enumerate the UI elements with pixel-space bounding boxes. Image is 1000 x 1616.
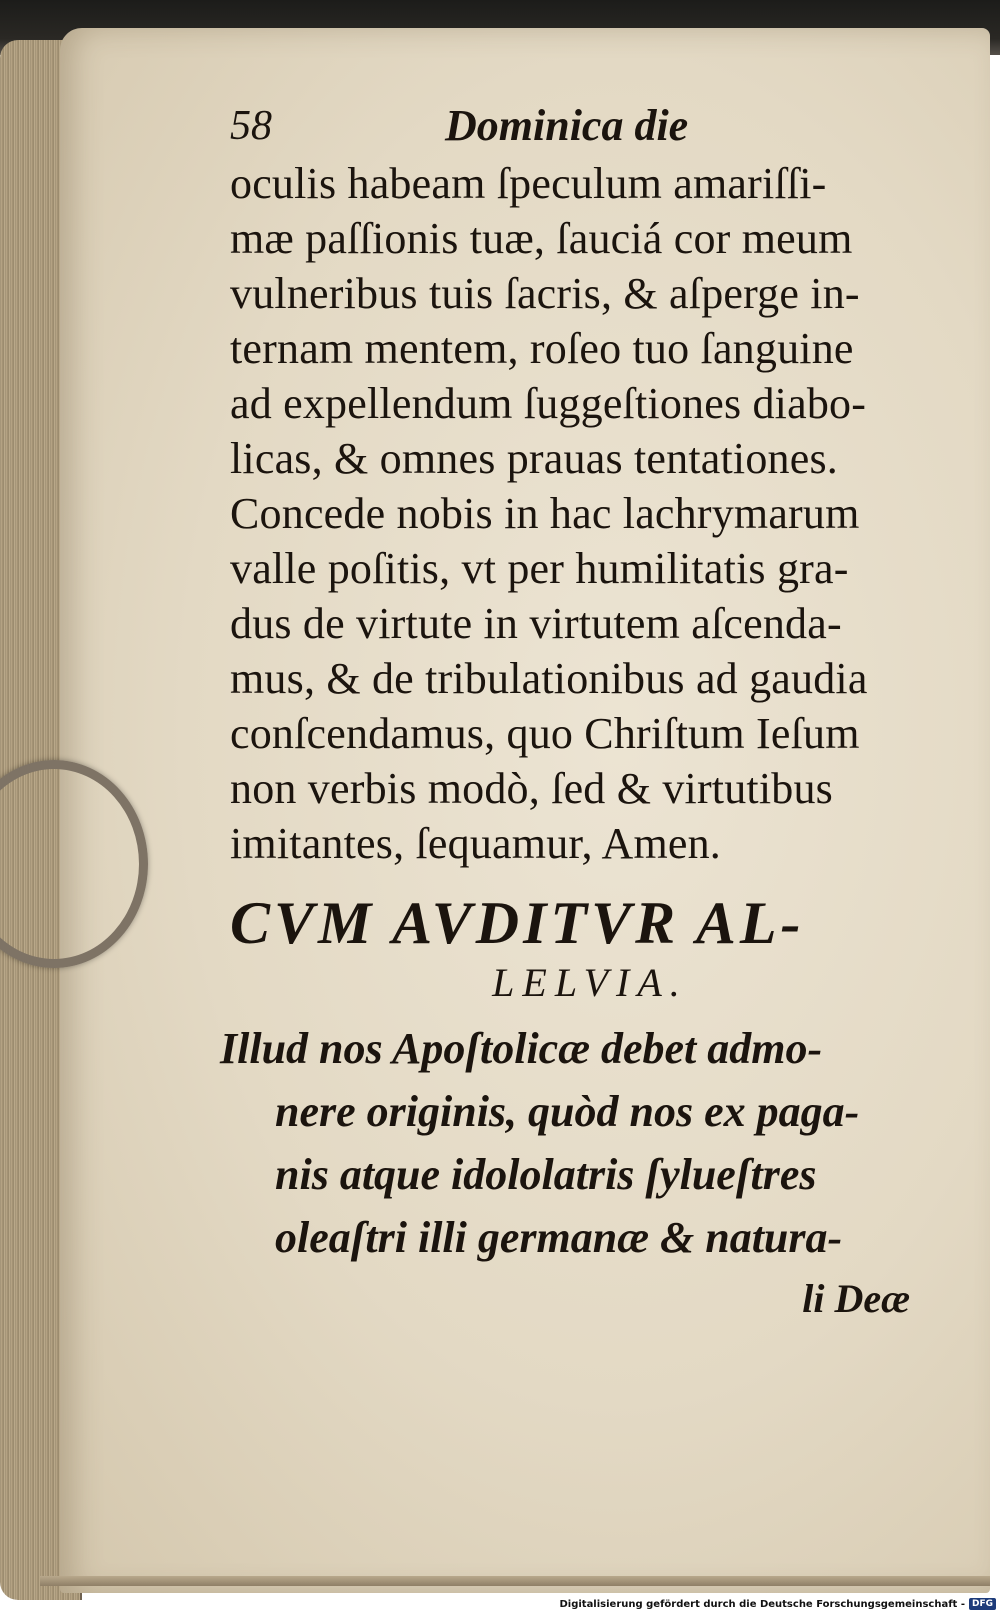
text-line: valle poſitis, vt per humilitatis gra-: [230, 544, 849, 593]
page-text: [220, 92, 930, 1329]
italic-line: nis atque idololatris ſylueſtres: [275, 1150, 817, 1199]
catchword: li Deæ: [802, 1276, 910, 1321]
italic-line: Illud nos Apoſtolicæ debet admo-: [220, 1024, 823, 1073]
text-line: mæ paſſionis tuæ, ſauciá cor meum: [230, 214, 853, 263]
section-heading-continued: LELVIA.: [492, 960, 688, 1005]
text-line: mus, & de tribulationibus ad gaudia: [230, 654, 868, 703]
text-line: imitantes, ſequamur, Amen.: [230, 819, 722, 868]
dfg-logo: DFG: [969, 1598, 996, 1610]
text-line: vulneribus tuis ſacris, & aſperge in-: [230, 269, 860, 318]
text-line: oculis habeam ſpeculum amariſſi-: [230, 159, 827, 208]
text-line: non verbis modò, ſed & virtutibus: [230, 764, 834, 813]
page-number: 58: [230, 103, 272, 149]
text-line: ad expellendum ſuggeſtiones diabo-: [230, 379, 867, 428]
prayer-text: [230, 156, 930, 871]
digitization-credit: [553, 1594, 996, 1614]
running-head: Dominica die: [445, 101, 689, 150]
italic-text: [220, 1017, 930, 1269]
italic-line: nere originis, quòd nos ex paga-: [275, 1087, 860, 1136]
text-line: conſcendamus, quo Chriſtum Ieſum: [230, 709, 860, 758]
text-line: ternam mentem, roſeo tuo ſanguine: [230, 324, 854, 373]
text-line: Concede nobis in hac lachrymarum: [230, 489, 860, 538]
page-bottom-edge: [40, 1576, 990, 1586]
text-line: licas, & omnes prauas tentationes.: [230, 434, 838, 483]
section-heading: CVM AVDITVR AL-: [230, 890, 805, 956]
credit-text: Digitalisierung gefördert durch die Deutsche Forschungsgemeinschaft -: [559, 1598, 965, 1610]
text-line: dus de virtute in virtutem aſcenda-: [230, 599, 842, 648]
page-header: [230, 92, 930, 156]
italic-line: oleaſtri illi germanæ & natura-: [275, 1213, 843, 1262]
